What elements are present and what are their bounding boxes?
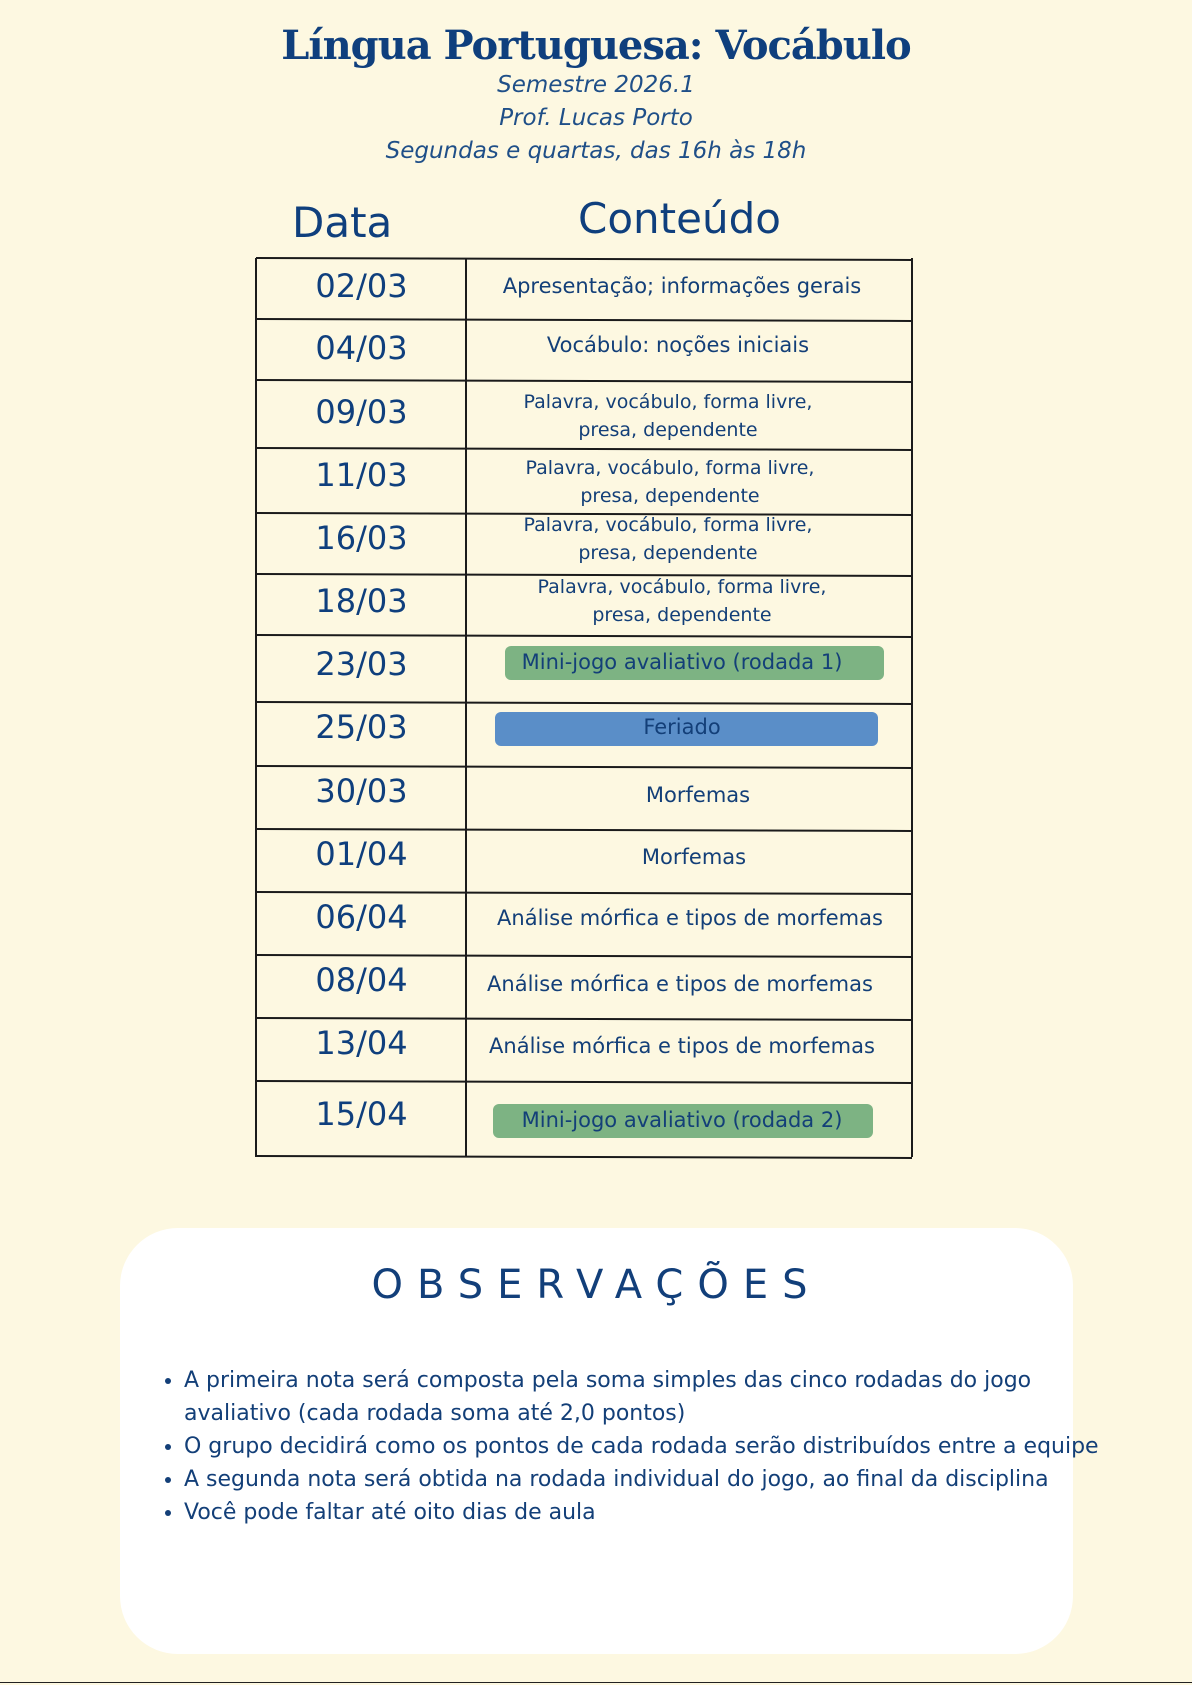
row-content-line: presa, dependente bbox=[578, 419, 758, 441]
row-content bbox=[448, 388, 888, 444]
list-item: • Você pode faltar até oito dias de aula bbox=[184, 1496, 1114, 1529]
date-column-header: Data bbox=[292, 198, 393, 247]
row-content-line: presa, dependente bbox=[592, 604, 772, 626]
page-bottom-divider bbox=[0, 1682, 1192, 1683]
row-date: 23/03 bbox=[315, 645, 408, 683]
row-content: Morfemas bbox=[641, 845, 747, 869]
row-content bbox=[450, 454, 890, 510]
row-content: Mini-jogo avaliativo (rodada 2) bbox=[521, 1108, 843, 1132]
row-content-line: presa, dependente bbox=[578, 542, 758, 564]
list-item: • A segunda nota será obtida na rodada individual do jogo, ao final da disciplina bbox=[184, 1463, 1114, 1496]
row-content: Apresentação; informações gerais bbox=[502, 274, 862, 298]
row-date: 16/03 bbox=[315, 519, 408, 557]
row-content-line: presa, dependente bbox=[580, 485, 760, 507]
row-content-line: Palavra, vocábulo, forma livre, bbox=[523, 391, 813, 413]
row-content: Análise mórfica e tipos de morfemas bbox=[489, 1034, 875, 1058]
row-content: Mini-jogo avaliativo (rodada 1) bbox=[521, 650, 843, 674]
row-content: Análise mórfica e tipos de morfemas bbox=[497, 906, 883, 930]
professor-label: Prof. Lucas Porto bbox=[499, 105, 693, 131]
row-content-line: Palavra, vocábulo, forma livre, bbox=[523, 514, 813, 536]
row-date: 18/03 bbox=[315, 582, 408, 620]
row-content: Vocábulo: noções iniciais bbox=[546, 333, 810, 357]
list-item: • A primeira nota será composta pela soma simples das cinco rodadas do jogo avaliativo (cada rodada soma até 2,0 pontos) bbox=[184, 1364, 1114, 1430]
schedule-label: Segundas e quartas, das 16h às 18h bbox=[385, 138, 807, 164]
row-content bbox=[448, 511, 888, 567]
row-date: 13/04 bbox=[315, 1024, 408, 1062]
row-date: 15/04 bbox=[315, 1095, 408, 1133]
row-date: 01/04 bbox=[315, 835, 408, 873]
row-content bbox=[462, 573, 902, 629]
observations-title: OBSERVAÇÕES bbox=[371, 1262, 822, 1308]
page-title: Língua Portuguesa: Vocábulo bbox=[281, 22, 911, 69]
row-content-line: Palavra, vocábulo, forma livre, bbox=[525, 457, 815, 479]
row-date: 04/03 bbox=[315, 329, 408, 367]
row-date: 02/03 bbox=[315, 267, 408, 305]
row-date: 06/04 bbox=[315, 898, 408, 936]
observations-card bbox=[120, 1228, 1099, 1654]
row-date: 25/03 bbox=[315, 708, 408, 746]
row-content: Feriado bbox=[643, 715, 721, 739]
semester-label: Semestre 2026.1 bbox=[497, 72, 695, 98]
list-item: • O grupo decidirá como os pontos de cada rodada serão distribuídos entre a equipe bbox=[184, 1430, 1114, 1463]
row-content-line: Palavra, vocábulo, forma livre, bbox=[537, 576, 827, 598]
row-date: 11/03 bbox=[315, 456, 408, 494]
row-date: 30/03 bbox=[315, 772, 408, 810]
row-content: Morfemas bbox=[645, 783, 751, 807]
observations-list bbox=[120, 1364, 1114, 1529]
row-date: 09/03 bbox=[315, 393, 408, 431]
content-column-header: Conteúdo bbox=[578, 194, 781, 243]
row-date: 08/04 bbox=[315, 961, 408, 999]
row-content: Análise mórfica e tipos de morfemas bbox=[487, 972, 873, 996]
